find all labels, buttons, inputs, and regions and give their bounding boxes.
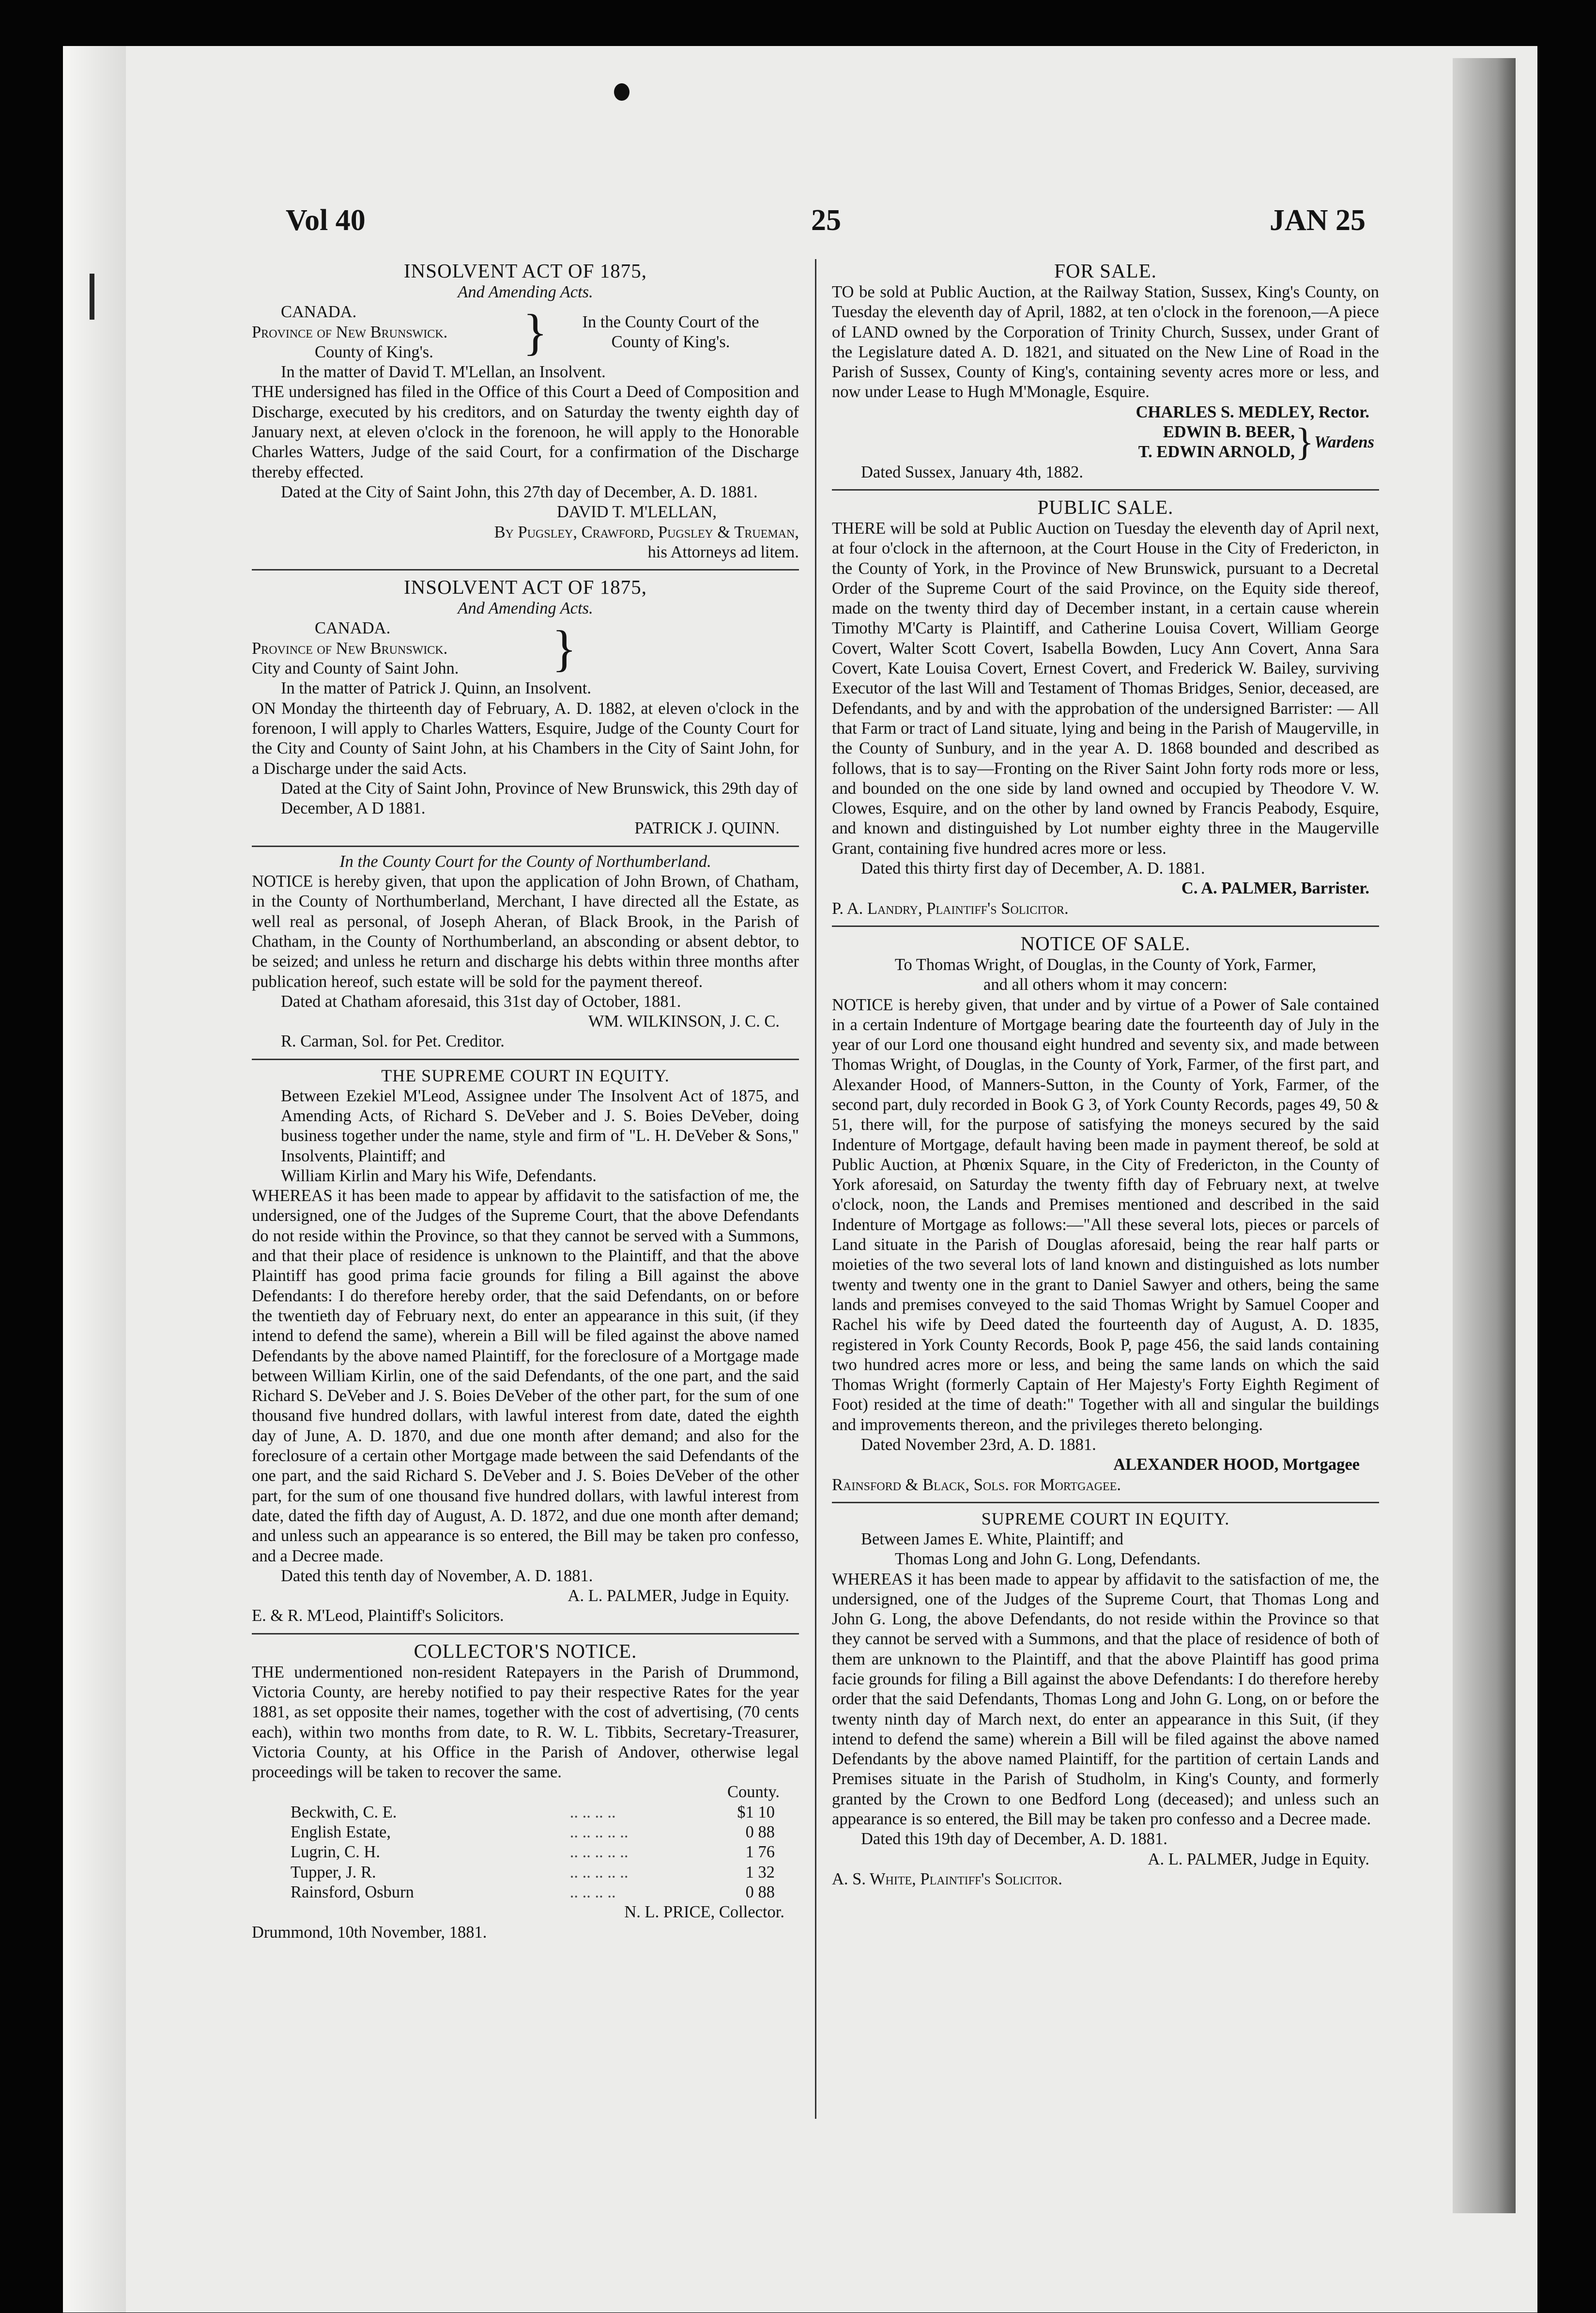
left-column — [252, 259, 799, 1946]
page-number: 25 — [811, 204, 841, 237]
rate-amount: 0 88 — [745, 1823, 775, 1842]
notice-body: NOTICE is hereby given, that upon the application of John Brown, of Chatham, in the County of Northumberland, Merchant, I have directed all the Estate, as well real as personal, of Joseph Aheran, of Black Brook, in the Parish of Chatham, in the County of Northumberland, an absconding or absent debtor, to be seized; and unless he return and discharge his debts within three months after publication hereof, such estate will be sold for the payment thereof. — [252, 872, 799, 991]
section-rule — [252, 846, 799, 847]
volume-label: Vol 40 — [286, 204, 366, 237]
country-label: CANADA. — [315, 619, 391, 638]
supreme-court-notice-white — [832, 1508, 1379, 1893]
notice-body: TO be sold at Public Auction, at the Railway Station, Sussex, King's County, on Tuesday the eleventh day of April, 1882, at ten o'clock in the forenoon,—A piece of LAND owned by the Corporation of Trinity Church, Sussex, under Grant of the Legislature dated A. D. 1821, and situated on the New Line of Road in the Parish of Sussex, County of King's, containing seventy acres more or less, and now under Lease to Hugh M'Monagle, Esquire. — [832, 283, 1379, 401]
dated-line: Dated this tenth day of November, A. D. 1881. — [281, 1566, 593, 1585]
brace-glyph: } — [552, 620, 577, 677]
notice-of-sale — [832, 932, 1379, 1499]
signature: A. L. PALMER, Judge in Equity. — [1148, 1850, 1369, 1868]
notice-subtitle: And Amending Acts. — [458, 283, 593, 301]
county-court-notice — [252, 852, 799, 1056]
notice-title: INSOLVENT ACT OF 1875, — [404, 260, 647, 282]
wardens-signatures — [832, 422, 1379, 463]
section-rule — [252, 1059, 799, 1060]
dated-line: Dated November 23rd, A. D. 1881. — [861, 1435, 1096, 1454]
section-rule — [832, 489, 1379, 491]
right-column — [832, 259, 1379, 1893]
page-fold-shadow — [63, 46, 126, 2313]
ratepayer-name: English Estate, — [291, 1823, 391, 1842]
signature: WM. WILKINSON, J. C. C. — [588, 1012, 780, 1031]
rate-amount: 1 32 — [745, 1863, 775, 1881]
supreme-court-notice-deveber — [252, 1065, 799, 1630]
signature: A. L. PALMER, Judge in Equity. — [568, 1587, 789, 1605]
dated-line: Dated at the City of Saint John, this 27th day of December, A. D. 1881. — [281, 482, 758, 501]
notice-title: COLLECTOR'S NOTICE. — [414, 1639, 637, 1662]
margin-mark — [90, 274, 94, 320]
rate-amount: 0 88 — [745, 1882, 775, 1901]
attorneys-line-2: his Attorneys ad litem. — [647, 542, 799, 561]
signature: C. A. PALMER, Barrister. — [1181, 879, 1369, 898]
issue-date: JAN 25 — [1269, 204, 1366, 237]
page-header — [286, 203, 1366, 242]
table-row — [291, 1842, 775, 1862]
province-label: Province of New Brunswick. — [252, 323, 448, 341]
notice-title: NOTICE OF SALE. — [1020, 932, 1191, 955]
dated-line: Dated at Chatham aforesaid, this 31st day of October, 1881. — [281, 992, 681, 1011]
dated-line: Dated this thirty first day of December, A. D. 1881. — [861, 859, 1205, 878]
rates-column-header: County. — [727, 1783, 780, 1802]
dot-leader: .. .. .. .. — [569, 1882, 616, 1901]
notice-body: NOTICE is hereby given, that under and by virtue of a Power of Sale contained in a certain Indenture of Mortgage bearing date the fourteenth day of July in the year of our Lord one thousand eight hundred and seventy six, and made between Thomas Wright, of Douglas, in the County of York, Farmer, of the first part, and Alexander Hood, of Manners-Sutton, in the County of York, Farmer, of the second part, duly recorded in Book G 3, of York County Records, pages 49, 50 & 51, there will, for the purpose of satisfying the moneys secured by the said Indenture of Mortgage, default having been made in payment thereof, be sold at Public Auction, at Phœnix Square, in the City of Fredericton, in the County of York aforesaid, on Saturday the twenty fifth day of February next, at twelve o'clock, noon, the Lands and Premises mentioned and described in the said Indenture of Mortgage as follows:—"All these several lots, pieces or parcels of Land situate in the Parish of Douglas aforesaid, being the rear half parts or moieties of the two several lots of land known and distinguished as lots number twenty and twenty one in the grant to Daniel Sawyer and others, being the same lands and premises conveyed to the said Thomas Wright by Samuel Cooper and Rachel his wife by Deed dated the fourteenth day of August, A. D. 1835, registered in York County Records, Book P, page 456, the said lands containing two hundred acres more or less, and being the same lands on which the said Thomas Wright (formerly Captain of Her Majesty's Forty Eighth Regiment of Foot) resided at the time of death:" Together with all and singular the buildings and improvements thereon, and the privileges thereto belonging. — [832, 995, 1379, 1434]
dot-leader: .. .. .. .. .. — [569, 1863, 629, 1881]
table-row — [291, 1863, 775, 1882]
solicitor-line: P. A. Landry, Plaintiff's Solicitor. — [832, 899, 1069, 918]
wardens-label: Wardens — [1314, 432, 1374, 451]
table-row — [291, 1803, 775, 1822]
section-rule — [832, 925, 1379, 927]
dated-line: Dated Sussex, January 4th, 1882. — [861, 463, 1083, 481]
matter-line: In the matter of David T. M'Lellan, an Insolvent. — [281, 363, 606, 382]
county-label: County of King's. — [315, 342, 433, 361]
brace-glyph: } — [1295, 421, 1314, 464]
rate-amount: $1 10 — [737, 1803, 775, 1821]
table-row — [291, 1822, 775, 1842]
notice-title: FOR SALE. — [1054, 260, 1157, 282]
section-rule — [252, 569, 799, 571]
parties-line-1: Between James E. White, Plaintiff; and — [861, 1529, 1123, 1548]
column-divider — [815, 259, 816, 2119]
dated-line: Drummond, 10th November, 1881. — [252, 1923, 487, 1942]
signature: DAVID T. M'LELLAN, — [556, 503, 717, 522]
section-rule — [252, 1633, 799, 1635]
ratepayer-name: Tupper, J. R. — [291, 1863, 376, 1881]
rates-table — [291, 1803, 775, 1902]
notice-heading: In the County Court for the County of Northumberland. — [339, 852, 711, 871]
signature: ALEXANDER HOOD, Mortgagee — [1113, 1455, 1360, 1474]
collectors-notice — [252, 1639, 799, 1946]
dot-leader: .. .. .. .. — [569, 1803, 616, 1821]
notice-title: THE SUPREME COURT IN EQUITY. — [381, 1065, 670, 1085]
parties-line: Between Ezekiel M'Leod, Assignee under The Insolvent Act of 1875, and Amending Acts, of Richard S. DeVeber and J. S. Boies DeVeber, doing business together under the name, style and firm of "L. H. DeVeber & Sons," Insolvents, Plaintiff; and — [281, 1086, 799, 1165]
warden-signature-2: T. EDWIN ARNOLD, — [1138, 443, 1295, 462]
section-rule — [832, 1502, 1379, 1503]
solicitor-line: E. & R. M'Leod, Plaintiff's Solicitors. — [252, 1606, 504, 1625]
notice-body: THE undersigned has filed in the Office of this Court a Deed of Composition and Discharge, executed by his creditors, and on Saturday the twenty eighth day of January next, at eleven o'clock in the forenoon, he will apply to the Honorable Charles Watters, Judge of the said Court, for a confirmation of the Discharge thereby effected. — [252, 383, 799, 481]
public-sale-notice — [832, 495, 1379, 923]
notice-body: ON Monday the thirteenth day of February, A. D. 1882, at eleven o'clock in the forenoon, I will apply to Charles Watters, Esquire, Judge of the County Court for the City and County of Saint John, at his Chambers in the City of Saint John, for a Discharge under the said Acts. — [252, 699, 799, 778]
attorneys-line: By Pugsley, Crawford, Pugsley & Trueman, — [494, 523, 799, 541]
addressee-line-1: To Thomas Wright, of Douglas, in the County of York, Farmer, — [894, 955, 1317, 974]
jurisdiction-block — [252, 302, 799, 362]
dated-line: Dated this 19th day of December, A. D. 1881. — [861, 1830, 1167, 1849]
dated-line: Dated at the City of Saint John, Province of New Brunswick, this 29th day of December, A D 1881. — [281, 779, 798, 818]
province-label: Province of New Brunswick. — [252, 639, 448, 658]
notice-title: PUBLIC SALE. — [1037, 495, 1174, 518]
rate-amount: 1 76 — [745, 1843, 775, 1862]
dot-leader: .. .. .. .. .. — [569, 1823, 629, 1842]
court-line-1: In the County Court of the — [582, 312, 759, 331]
notice-title: SUPREME COURT IN EQUITY. — [981, 1509, 1230, 1528]
insolvent-notice-quinn — [252, 575, 799, 843]
insolvent-notice-mclellan — [252, 259, 799, 566]
defendants-line: William Kirlin and Mary his Wife, Defendants. — [281, 1166, 597, 1185]
notice-subtitle: And Amending Acts. — [458, 599, 593, 618]
country-label: CANADA. — [281, 303, 357, 322]
dot-leader: .. .. .. .. .. — [569, 1843, 629, 1862]
next-page-edge — [1453, 58, 1516, 2213]
signature: N. L. PRICE, Collector. — [624, 1903, 784, 1922]
addressee-line-2: and all others whom it may concern: — [983, 975, 1228, 994]
solicitor-line: R. Carman, Sol. for Pet. Creditor. — [281, 1032, 505, 1051]
ratepayer-name: Rainsford, Osburn — [291, 1882, 414, 1901]
rector-signature: CHARLES S. MEDLEY, Rector. — [1136, 402, 1369, 421]
notice-body: THE undermentioned non-resident Ratepayers in the Parish of Drummond, Victoria County, are hereby notified to pay their respective Rates for the year 1881, as set opposite their names, together with the cost of advertising, (70 cents each), within two months from date, to R. W. L. Tibbits, Secretary-Treasurer, Victoria County, at his Office in the Parish of Andover, otherwise legal proceedings will be taken to recover the same. — [252, 1663, 799, 1782]
notice-body: WHEREAS it has been made to appear by affidavit to the satisfaction of me, the undersigned, one of the Judges of the Supreme Court, that the above Defendants do not reside within the Province, so that they cannot be served with a Summons, and that their place of residence is unknown to the Plaintiff, and that the above Plaintiff has good prima facie grounds for filing a Bill against the above Defendants: I do therefore hereby order, that the said Defendants, on or before the twentieth day of February next, do enter an appearance in this suit, (if they intend to defend the same), wherein a Bill will be filed against the above named Defendants by the above named Plaintiff, for the foreclosure of a Mortgage made between William Kirlin, one of the said Defendants, of the one part, and the said Richard S. DeVeber and J. S. Boies DeVeber of the other part, for the sum of one thousand five hundred dollars, with lawful interest from date, dated the eighth day of June, A. D. 1870, and due one month after demand; and also for the foreclosure of a certain other Mortgage made between the said Defendants of the one part, and the said Richard S. DeVeber and J. S. Boies DeVeber of the other part, for the sum of one thousand five hundred dollars, with lawful interest from date, dated the fifth day of August, A. D. 1872, and due one month after demand; and unless such an appearance is so entered, the Bill may be taken pro confesso, and a Decree made. — [252, 1187, 799, 1565]
court-line-2: County of King's. — [611, 333, 730, 352]
signature: PATRICK J. QUINN. — [634, 819, 780, 838]
warden-signature-1: EDWIN B. BEER, — [1163, 423, 1295, 442]
parties-line-2: Thomas Long and John G. Long, Defendants. — [895, 1550, 1201, 1569]
jurisdiction-block — [252, 618, 799, 678]
city-label: City and County of Saint John. — [252, 659, 459, 678]
punch-hole — [614, 83, 629, 101]
brace-glyph: } — [523, 304, 548, 361]
solicitor-line: Rainsford & Black, Sols. for Mortgagee. — [832, 1475, 1121, 1494]
notice-body: WHEREAS it has been made to appear by affidavit to the satisfaction of me, the undersigned, one of the Judges of the Supreme Court, that Thomas Long and John G. Long, the above Defendants, do not reside within the Province so that they cannot be served with a Summons, and that the place of residence of both of them are unknown to the Plaintiff, and that the above Plaintiff has good prima facie grounds for filing a Bill against the above Defendants: I do therefore hereby order that the said Defendants, Thomas Long and John G. Long, on or before the twenty ninth day of March next, do enter an appearance in this Suit, (if they intend to defend the same) wherein a Bill will be filed against the above named Defendants by the above named Plaintiff, for the partition of certain Lands and Premises situate in the Parish of Studholm, in King's County, and formerly granted by the Crown to one Bedford Long (deceased); and unless such an appearance is so entered, the Bill may be taken pro confesso and a Decree made. — [832, 1570, 1379, 1829]
ratepayer-name: Lugrin, C. H. — [291, 1843, 380, 1862]
notice-body: THERE will be sold at Public Auction on Tuesday the eleventh day of April next, at four o'clock in the afternoon, at the Court House in the City of Fredericton, in the County of York, in the Province of New Brunswick, pursuant to a Decretal Order of the Supreme Court of the said Province, on the Equity side thereof, made on the twenty third day of December instant, in a certain cause wherein Timothy M'Carty is Plaintiff, and Catherine Louisa Covert, William George Covert, Walter Scott Covert, Isabella Bowden, Lucy Ann Covert, Anna Sara Covert, Kate Louisa Covert, Ernest Covert, and Frederick W. Bailey, surviving Executor of the last Will and Testament of Thomas Bridges, Senior, deceased, are Defendants, and by and with the approbation of the undersigned Barrister: — All that Farm or tract of Land situate, lying and being in the Parish of Maugerville, in the County of Sunbury, and in the year A. D. 1868 bounded and described as follows, that is to say—Fronting on the River Saint John forty rods more or less, and bounded on the one side by land owned and occupied by Theodore V. W. Clowes, Esquire, and on the other by land owned by Francis Peabody, Esquire, and known and distinguished by Lot number eighty three in the Maugerville Grant, containing five hundred acres more or less. — [832, 519, 1379, 858]
solicitor-line: A. S. White, Plaintiff's Solicitor. — [832, 1869, 1062, 1888]
notice-title: INSOLVENT ACT OF 1875, — [404, 576, 647, 599]
ratepayer-name: Beckwith, C. E. — [291, 1803, 397, 1821]
matter-line: In the matter of Patrick J. Quinn, an Insolvent. — [281, 679, 591, 698]
for-sale-notice — [832, 259, 1379, 486]
table-row — [291, 1882, 775, 1902]
